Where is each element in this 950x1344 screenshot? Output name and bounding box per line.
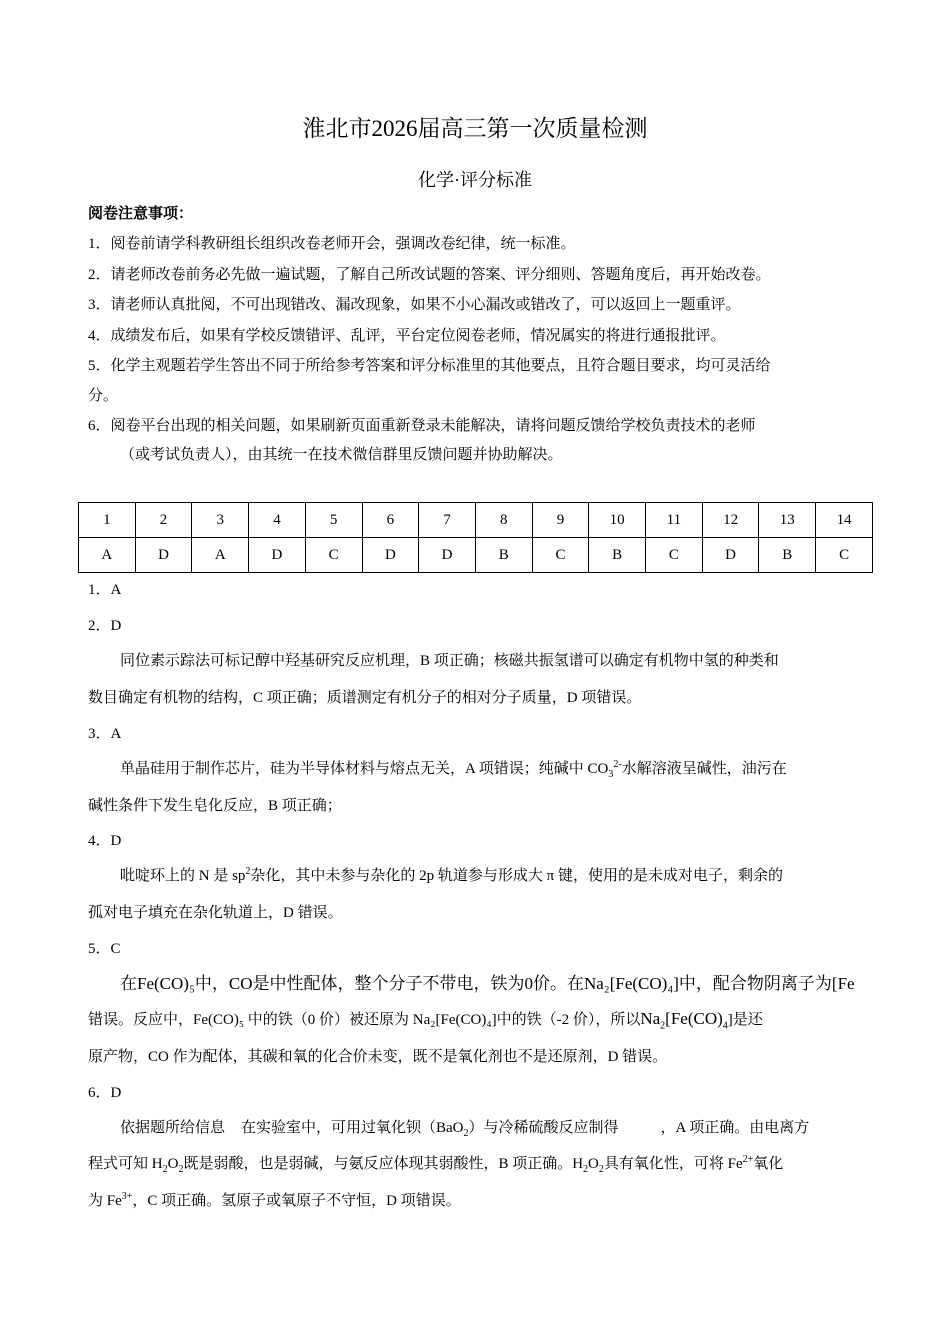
- note-item: 1．阅卷前请学科教研组长组织改卷老师开会，强调改卷纪律，统一标准。: [88, 236, 576, 252]
- note-item: 2．请老师改卷前务必先做一遍试题，了解自己所改试题的答案、评分细则、答题角度后，再开始改卷。: [88, 267, 771, 283]
- q2-label: 2．D: [88, 618, 122, 634]
- question-number-cell: 5: [305, 503, 362, 538]
- answer-cell: C: [532, 538, 589, 573]
- question-number-cell: 13: [759, 503, 816, 538]
- answer-cell: D: [135, 538, 192, 573]
- answer-cell: D: [362, 538, 419, 573]
- question-number-cell: 7: [419, 503, 476, 538]
- question-number-cell: 4: [249, 503, 306, 538]
- q3-label: 3．A: [88, 726, 122, 742]
- q5-label: 5．C: [88, 941, 121, 957]
- answer-table: [78, 502, 873, 573]
- question-number-cell: 12: [702, 503, 759, 538]
- q6-text: O: [167, 1156, 179, 1172]
- q5-explanation-line: 在Fe(CO)₅中，CO是中性配体，整个分子不带电，铁为0价。在Na₂[Fe(CO)₄]中，配合物阴离子为[Fe: [120, 974, 855, 993]
- answer-cell: A: [192, 538, 249, 573]
- notes-heading: 阅卷注意事项：: [88, 206, 194, 222]
- answer-cell: B: [475, 538, 532, 573]
- answer-cell: B: [759, 538, 816, 573]
- q5-formula-part: Na: [640, 1009, 661, 1028]
- answer-cell: D: [702, 538, 759, 573]
- q6-subscript: 2: [162, 1164, 168, 1175]
- q6-explanation-line: [88, 1152, 783, 1175]
- answer-cell: D: [419, 538, 476, 573]
- answer-table-number-row: [79, 503, 873, 538]
- q6-superscript: 3+: [121, 1191, 133, 1202]
- q6-text: ）与冷稀硫酸反应制得: [468, 1120, 619, 1136]
- q3-explanation-line: 碱性条件下发生皂化反应，B 项正确；: [88, 798, 342, 814]
- answer-cell: C: [816, 538, 873, 573]
- q5-explanation-line: [88, 1008, 763, 1031]
- q6-text: 既是弱酸，也是弱碱，与氨反应体现其弱酸性，B 项正确。H: [183, 1156, 584, 1172]
- q6-subscript: 2: [598, 1164, 604, 1175]
- q6-text: 在实验室中，可用过氧化钡（BaO: [241, 1120, 464, 1136]
- q5-formula-part: [Fe(CO): [665, 1009, 723, 1028]
- q3-text: 单晶硅用于制作芯片，硅为半导体材料与熔点无关，A 项错误；纯碱中 CO: [120, 761, 609, 777]
- question-number-cell: 1: [79, 503, 136, 538]
- note-item: 6．阅卷平台出现的相关问题，如果刷新页面重新登录未能解决，请将问题反馈给学校负责技术的老师: [88, 418, 756, 434]
- q2-explanation-line: 数目确定有机物的结构，C 项正确；质谱测定有机分子的相对分子质量，D 项错误。: [88, 690, 642, 706]
- q5-subscript: 2: [660, 1020, 666, 1032]
- q6-explanation-line: [88, 1189, 461, 1210]
- q4-text: 吡啶环上的 N 是 sp: [120, 868, 246, 884]
- question-number-cell: 9: [532, 503, 589, 538]
- q6-label: 6．D: [88, 1085, 122, 1101]
- question-number-cell: 11: [646, 503, 703, 538]
- question-number-cell: 3: [192, 503, 249, 538]
- q6-text: 程式可知 H: [88, 1156, 163, 1172]
- answer-table-answer-row: [79, 538, 873, 573]
- question-number-cell: 14: [816, 503, 873, 538]
- page-title: 淮北市2026届高三第一次质量检测: [302, 116, 648, 141]
- q3-explanation-line: [120, 757, 787, 780]
- answer-cell: A: [79, 538, 136, 573]
- answer-cell: D: [249, 538, 306, 573]
- q4-explanation-line: [120, 864, 783, 885]
- q4-text: 杂化，其中未参与杂化的 2p 轨道参与形成大 π 键，使用的是未成对电子，剩余的: [250, 868, 783, 884]
- answer-cell: C: [305, 538, 362, 573]
- q2-explanation-line: 同位素示踪法可标记醇中羟基研究反应机理，B 项正确；核磁共振氢谱可以确定有机物中氢的种类和: [120, 653, 779, 669]
- question-number-cell: 2: [135, 503, 192, 538]
- q6-text: ，C 项正确。氢原子或氧原子不守恒，D 项错误。: [132, 1193, 461, 1209]
- note-item: 分。: [88, 388, 119, 404]
- q6-text: 氧化: [753, 1156, 784, 1172]
- q3-text: 水解溶液呈碱性，油污在: [621, 761, 787, 777]
- q3-superscript: 2-: [613, 759, 622, 770]
- q6-subscript: 2: [583, 1164, 589, 1175]
- q4-superscript: 2: [245, 866, 251, 877]
- q1-label: 1．A: [88, 582, 122, 598]
- q6-subscript: 2: [178, 1164, 184, 1175]
- q5-formula: [640, 1009, 728, 1032]
- note-item: 5．化学主观题若学生答出不同于所给参考答案和评分标准里的其他要点，且符合题目要求，均可灵活给: [88, 358, 771, 374]
- q6-text: 具有氧化性，可将 Fe: [603, 1156, 743, 1172]
- q5-text: ]是还: [727, 1012, 763, 1028]
- q6-subscript: 2: [463, 1128, 469, 1139]
- q6-superscript: 2+: [742, 1154, 754, 1165]
- q4-label: 4．D: [88, 833, 122, 849]
- note-item: 4．成绩发布后，如果有学校反馈错评、乱评，平台定位阅卷老师，情况属实的将进行通报批评。: [88, 328, 726, 344]
- q4-explanation-line: 孤对电子填充在杂化轨道上，D 错误。: [88, 905, 343, 921]
- q3-subscript: 3: [608, 769, 614, 780]
- q6-text: O: [588, 1156, 599, 1172]
- q6-explanation-line: [120, 1116, 809, 1139]
- q6-text: 依据题所给信息: [120, 1120, 226, 1136]
- answer-cell: B: [589, 538, 646, 573]
- q6-text: ，A 项正确。由电离方: [660, 1120, 810, 1136]
- note-item: 3．请老师认真批阅，不可出现错改、漏改现象，如果不小心漏改或错改了，可以返回上一题重评。: [88, 297, 741, 313]
- question-number-cell: 8: [475, 503, 532, 538]
- question-number-cell: 6: [362, 503, 419, 538]
- page-subtitle: 化学·评分标准: [418, 170, 532, 190]
- q6-text: 为 Fe: [88, 1193, 122, 1209]
- answer-cell: C: [646, 538, 703, 573]
- q5-subscript: 4: [722, 1020, 728, 1032]
- q5-text: 错误。反应中，Fe(CO)₅ 中的铁（0 价）被还原为 Na₂[Fe(CO)₄]中的铁（-2 价），所以: [88, 1012, 641, 1028]
- q5-explanation-line: 原产物，CO 作为配体，其碳和氧的化合价未变，既不是氧化剂也不是还原剂，D 错误。: [88, 1049, 668, 1065]
- question-number-cell: 10: [589, 503, 646, 538]
- note-item: （或考试负责人），由其统一在技术微信群里反馈问题并协助解决。: [120, 447, 563, 463]
